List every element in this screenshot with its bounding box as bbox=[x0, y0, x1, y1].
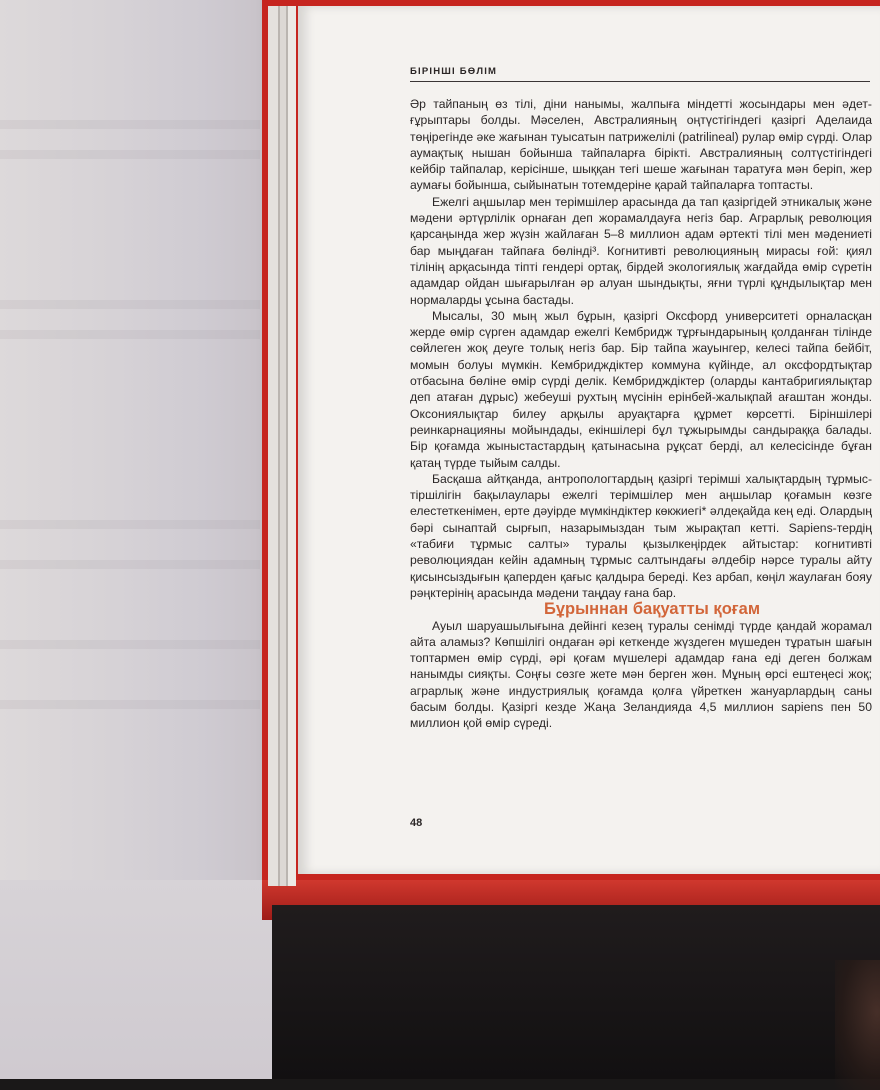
page-stack-edge bbox=[288, 6, 296, 886]
fingertip-shadow bbox=[835, 960, 880, 1090]
section-heading: Бұрыннан бақуатты қоғам bbox=[543, 600, 761, 619]
paragraph: Басқаша айтқанда, антропологтардың қазіргі терімші халықтардың тұрмыс-тіршілігін бақылаулары ежелгі терімшілер мен аңшылар қоғамын көзге елестеткенімен, ерте дәуірде мүмкіндіктер көкжиегі* әлдеқайда кең еді. Олардың бәрі сынаптай сырғып, назарымыздан тым жырақтап кетті. Sapiens-тердің «табиғи тұрмыс салты» туралы қызылкеңірдек айтыстар: когнитивті революциядан кейін адамның тұрмыс салтындағы әлдебір нәрсе туралы айту қисынсыздығын қаперден қағыс қалдыра береді. Кез арбап, көңіл жаулаған бояу рәңктерінің арасында мәдени таңдау ғана бар. bbox=[410, 471, 872, 600]
table-surface bbox=[272, 905, 880, 1079]
page-number: 48 bbox=[410, 817, 423, 829]
running-header: БІРІНШІ БӨЛІМ bbox=[410, 66, 870, 82]
paragraph: Ауыл шаруашылығына дейінгі кезең туралы сенімді түрде қандай жорамал айта аламыз? Көпшілігі ондаған әрі кеткенде жүздеген мүшеден тұратын шағын топтармен өмір сүрді, әрі қоғам мүшелері адамдар ғана еді деген болжам нанымды сияқты. Соңғы сөзге жете мән берген жөн. Мұның өрсі ештеңесі жоқ; аграрлық және индустриялық қоғамда қолға үйреткен жануарлардың саны басым болды. Қазіргі кезде Жаңа Зеландияда 4,5 миллион sapiens пен 50 миллион қой өмір сүреді. bbox=[410, 618, 872, 731]
page-stack-edge bbox=[268, 6, 278, 886]
paragraph: Әр тайпаның өз тілі, діни нанымы, жалпыға міндетті жосындары мен әдет-ғұрыптары болды. Мәселен, Австралияның оңтүстігіндегі қазіргі Аделаида төңірегінде әке жағынан туысатын патрижелілі (patrilineal) рулар өмір сүрді. Олар аумақтық нышан бойынша тайпаларға бірікті. Австралияның солтүстігіндегі кейбір тайпалар, керісінше, шыққан тегі шеше жағынан таратуға мән беріп, жер аумағы бойынша, сыйынатын тотемдеріне қарай тайпаларға топтасты. bbox=[410, 97, 872, 193]
paragraph: Мысалы, 30 мың жыл бұрын, қазіргі Оксфорд университеті орналасқан жерде өмір сүрген адамдар ежелгі Кембридж тұрғындарының қолданған тілінде сөйлеген жоқ деуге толық негіз бар. Бір тайпа жауынгер, келесі тайпа бейбіт, момын болуы мүмкін. Кембридждіктер коммуна күйінде, ал оксфордтықтар отбасына бөліне өмір сүрді делік. Кембридждіктер (оларды кантабригиялықтар деп атаған дұрыс) жебеуші рухтың мүсінін ерінбей-жалықпай ағаштан жонды. Оксониялықтар билеу арқылы аруақтарға құрмет көрсетті. Біріншілері реинкарнацияны мойындады, екіншілері бұл тұжырымды сандыраққа балады. Бір қоғамда жыныстастардың қатынасына рұқсат берді, ал келесісінде бұған қатаң түрде тыйым салды. bbox=[410, 308, 872, 470]
page-body bbox=[410, 96, 872, 732]
paragraph: Ежелгі аңшылар мен терімшілер арасында да тап қазіргідей этникалық және мәдени әртүрлілік орнаған деп жорамалдауға негіз бар. Аграрлық революция қарсаңында жер жүзін жайлаған 5–8 миллион адам әртекті тілі мен мәдениеті бар мыңдаған тайпаға бөлінді³. Когнитивті революцияның мирасы ғой: қиял тілінің арқасында тіпті гендері ортақ, бірдей экологиялық жағдайда өмір сүретін адамдар ойдан шығарылған әр алуан шындықты, яғни түрлі құндылықтар мен нормаларды ұсына бастады. bbox=[410, 194, 872, 307]
previous-page-bottom bbox=[0, 880, 280, 1079]
previous-page-bleed bbox=[0, 0, 290, 880]
book-page bbox=[298, 6, 880, 874]
